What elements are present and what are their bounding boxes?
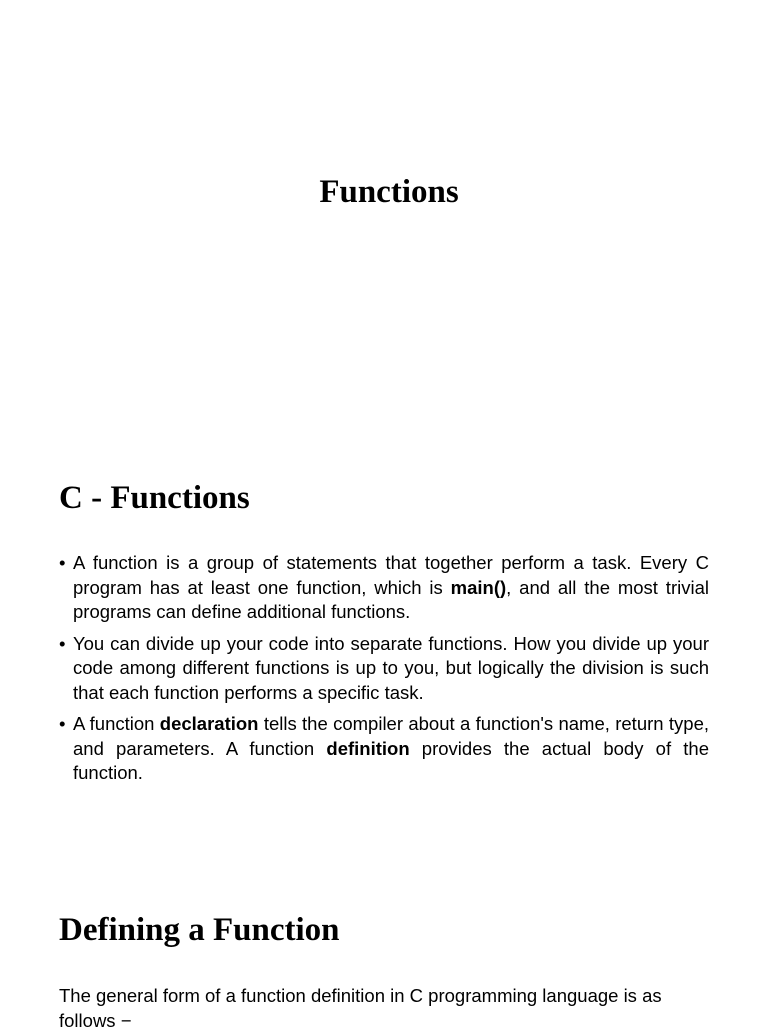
bullet-3-text: A function bbox=[73, 713, 160, 734]
section-heading-defining-a-function: Defining a Function bbox=[59, 912, 340, 948]
bullet-list bbox=[59, 551, 709, 793]
bullet-item-1 bbox=[59, 551, 709, 625]
bullet-3-bold-definition: definition bbox=[326, 737, 410, 759]
bullet-1-text-end: , and all the most trivial programs can define additional functions. bbox=[73, 576, 709, 622]
bullet-item-2 bbox=[59, 632, 709, 706]
bullet-3-bold-declaration: declaration bbox=[159, 713, 259, 734]
slide-title: Functions bbox=[319, 174, 459, 210]
bullet-3-text-mid: tells the compiler about a function's name, return type, and parameters. A function bbox=[73, 713, 709, 759]
section-heading-c-functions: C - Functions bbox=[59, 480, 250, 516]
bullet-2-text: You can divide up your code into separate functions. How you divide up your code among different functions is up to you, but logically the division is such that each function performs a specific task. bbox=[73, 632, 709, 703]
bullet-1-text: A function is a group of statements that together perform a task. Every C program has at least one function, which is bbox=[73, 552, 709, 598]
definition-paragraph: The general form of a function definition in C programming language is as follows − bbox=[59, 985, 662, 1031]
bullet-3-text-end: provides the actual body of the function. bbox=[73, 737, 709, 783]
bullet-1-bold-main: main() bbox=[450, 576, 507, 598]
bullet-item-3 bbox=[59, 712, 709, 786]
